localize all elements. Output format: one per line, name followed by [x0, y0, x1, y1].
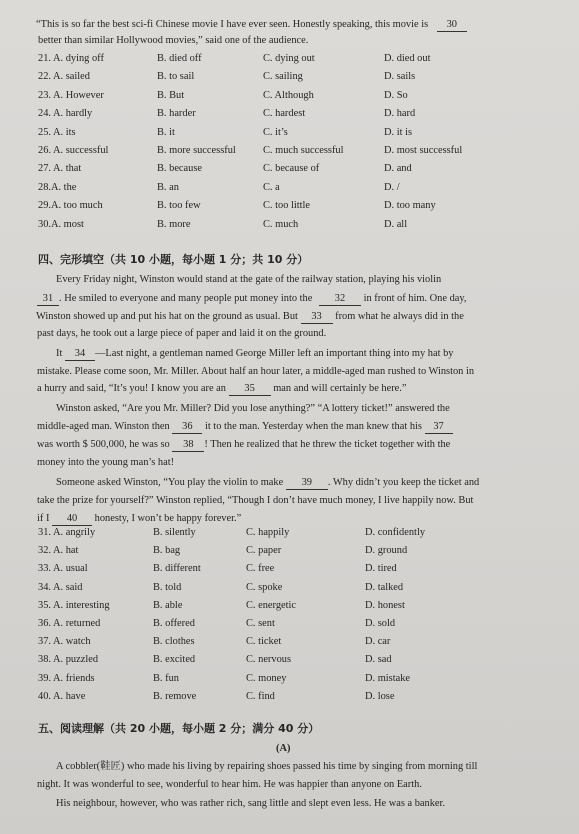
- option-a: 28.A. the: [38, 181, 77, 193]
- reading-line-1: A cobbler(鞋匠) who made his living by repairing shoes passed his time by singing from morning till: [56, 761, 478, 772]
- option-d: D. lose: [365, 690, 395, 702]
- option-c: C. sailing: [263, 71, 303, 83]
- text-segment: —Last night, a gentleman named George Miller left an important thing into my hat by: [94, 348, 454, 359]
- option-b: B. remove: [153, 690, 197, 702]
- option-b: B. bag: [153, 545, 181, 557]
- option-a: 40. A. have: [38, 690, 86, 702]
- option-b: B. too few: [157, 200, 201, 212]
- option-b: B. more: [157, 218, 191, 230]
- option-a: 36. A. returned: [38, 618, 101, 629]
- text-segment: . He smiled to everyone and many people put money into the: [59, 293, 313, 304]
- blank-37: 37: [425, 420, 453, 434]
- option-d: D. sold: [365, 618, 396, 629]
- blank-35: 35: [229, 382, 271, 396]
- blank-30: 30: [437, 18, 467, 32]
- option-d: D. all: [384, 218, 408, 230]
- option-d: D. sails: [384, 71, 416, 83]
- option-a: 37. A. watch: [38, 636, 91, 648]
- option-b: B. silently: [153, 527, 196, 538]
- option-c: C. sent: [246, 618, 275, 629]
- option-b: B. told: [153, 581, 182, 593]
- text-segment: it to the man. Yesterday when the man knew that his: [204, 421, 422, 432]
- text-segment: Someone asked Winston, “You play the violin to make: [56, 477, 284, 488]
- option-c: C. because of: [263, 163, 320, 175]
- option-d: D. /: [384, 181, 400, 193]
- reading-line-3: His neighbour, however, who was rather rich, sang little and slept even less. He was a banker.: [56, 798, 445, 809]
- option-d: D. too many: [384, 200, 436, 212]
- section-4-heading: 四、完形填空（共 10 小题，每小题 1 分；共 10 分）: [38, 253, 309, 266]
- option-a: 38. A. puzzled: [38, 654, 99, 666]
- option-c: C. hardest: [263, 108, 306, 120]
- option-a: 22. A. sailed: [38, 71, 90, 83]
- option-a: 25. A. its: [38, 126, 76, 138]
- option-c: C. too little: [263, 200, 311, 212]
- option-c: C. nervous: [246, 654, 292, 666]
- text-segment: ! Then he realized that he threw the ticket together with the: [204, 439, 451, 450]
- option-b: B. it: [157, 126, 175, 138]
- option-c: C. energetic: [246, 599, 297, 611]
- blank-31: 31: [37, 292, 59, 306]
- option-d: D. hard: [384, 108, 416, 120]
- passage-p3-line-3: [37, 438, 450, 452]
- option-c: C. much: [263, 218, 299, 230]
- passage-p4-line-1: [56, 476, 479, 490]
- option-b: B. harder: [157, 108, 196, 120]
- text-segment: was worth $ 500,000, he was so: [37, 439, 170, 450]
- blank-33: 33: [301, 310, 333, 324]
- option-a: 21. A. dying off: [38, 53, 104, 64]
- passage-a-label: (A): [276, 743, 291, 754]
- option-b: B. But: [157, 89, 185, 101]
- option-a: 29.A. too much: [38, 200, 103, 212]
- passage-p3-line-4: money into the young man’s hat!: [37, 457, 175, 468]
- passage-p3-line-1: Winston asked, “Are you Mr. Miller? Did you lose anything?” “A lottery ticket!” answered the: [56, 403, 450, 414]
- option-c: C. it’s: [263, 126, 288, 138]
- option-c: C. a: [263, 181, 280, 193]
- passage-p4-line-3: [37, 512, 241, 526]
- passage-p2-line-1: [56, 347, 453, 361]
- option-c: C. spoke: [246, 581, 283, 593]
- option-b: B. fun: [153, 672, 179, 684]
- option-c: C. dying out: [263, 53, 315, 64]
- option-d: D. sad: [365, 654, 392, 666]
- option-d: D. mistake: [365, 672, 411, 684]
- option-c: C. happily: [246, 527, 290, 538]
- option-a: 24. A. hardly: [38, 108, 93, 120]
- option-c: C. free: [246, 563, 275, 575]
- option-c: C. much successful: [263, 145, 344, 156]
- option-a: 35. A. interesting: [38, 599, 110, 611]
- option-d: D. honest: [365, 599, 405, 611]
- option-d: D. most successful: [384, 145, 463, 156]
- text-segment: It: [56, 348, 63, 359]
- option-a: 34. A. said: [38, 581, 83, 593]
- text-segment: from what he always did in the: [335, 311, 464, 322]
- option-a: 39. A. friends: [38, 672, 95, 684]
- blank-36: 36: [172, 420, 202, 434]
- option-b: B. able: [153, 599, 183, 611]
- option-b: B. clothes: [153, 636, 195, 648]
- option-b: B. died off: [157, 53, 202, 64]
- option-b: B. offered: [153, 618, 195, 629]
- option-d: D. it is: [384, 126, 413, 138]
- blank-34: 34: [65, 347, 95, 361]
- option-c: C. Although: [263, 89, 314, 101]
- passage-p1-line-2: [37, 292, 467, 306]
- text-segment: honesty, I won’t be happy forever.”: [94, 513, 242, 524]
- reading-line-2: night. It was wonderful to see, wonderful to hear him. He was happier than anyone on Earth.: [37, 779, 422, 790]
- option-c: C. money: [246, 672, 287, 684]
- text-segment: . Why didn’t you keep the ticket and: [327, 477, 480, 488]
- text-segment: in front of him. One day,: [363, 293, 467, 304]
- option-d: D. So: [384, 89, 408, 101]
- option-b: B. more successful: [157, 145, 236, 156]
- option-a: 31. A. angrily: [38, 527, 96, 538]
- option-d: D. died out: [384, 53, 431, 64]
- section-5-heading: 五、阅读理解（共 20 小题，每小题 2 分；满分 40 分）: [38, 722, 320, 735]
- option-a: 32. A. hat: [38, 545, 79, 557]
- option-d: D. car: [365, 636, 391, 648]
- option-b: B. excited: [153, 654, 196, 666]
- option-c: C. ticket: [246, 636, 282, 648]
- blank-32: 32: [319, 292, 361, 306]
- text-segment: middle-aged man. Winston then: [37, 421, 170, 432]
- text-segment: man and will certainly be here.”: [273, 383, 407, 394]
- passage-p4-line-2: take the prize for yourself?” Winston replied, “Though I don’t have much money, I live happily now. But: [37, 495, 474, 506]
- passage-p1-line-4: past days, he took out a large piece of paper and laid it on the ground.: [37, 328, 327, 339]
- option-d: D. ground: [365, 545, 408, 557]
- passage-p2-line-2: mistake. Please come soon, Mr. Miller. About half an hour later, a middle-aged man rushed to Winston in: [37, 366, 475, 377]
- passage-p2-line-3: [37, 382, 407, 396]
- text-segment: Winston showed up and put his hat on the ground as usual. But: [36, 311, 298, 322]
- option-b: B. an: [157, 181, 179, 193]
- passage-p3-line-2: [37, 420, 453, 434]
- passage-p1-line-1: Every Friday night, Winston would stand at the gate of the railway station, playing his violin: [56, 274, 442, 285]
- option-b: B. because: [157, 163, 203, 175]
- option-b: B. different: [153, 563, 201, 575]
- blank-39: 39: [286, 476, 328, 490]
- option-d: D. confidently: [365, 527, 426, 538]
- option-d: D. talked: [365, 581, 404, 593]
- option-a: 23. A. However: [38, 89, 104, 101]
- option-a: 26. A. successful: [38, 145, 109, 156]
- text-segment: if I: [37, 513, 50, 524]
- blank-40: 40: [52, 512, 92, 526]
- option-c: C. find: [246, 690, 275, 702]
- intro-text: “This is so far the best sci-fi Chinese movie I have ever seen. Honestly speaking, this movie is: [36, 19, 429, 30]
- option-d: D. and: [384, 163, 412, 175]
- option-b: B. to sail: [157, 71, 195, 83]
- option-d: D. tired: [365, 563, 397, 575]
- blank-38: 38: [172, 438, 204, 452]
- option-a: 30.A. most: [38, 218, 84, 230]
- intro-line-2: better than similar Hollywood movies,” said one of the audience.: [38, 35, 309, 46]
- option-c: C. paper: [246, 545, 282, 557]
- option-a: 33. A. usual: [38, 563, 88, 575]
- intro-line-1: [36, 18, 467, 32]
- passage-p1-line-3: [36, 310, 464, 324]
- text-segment: a hurry and said, “It’s you! I know you are an: [37, 383, 226, 394]
- option-a: 27. A. that: [38, 163, 82, 175]
